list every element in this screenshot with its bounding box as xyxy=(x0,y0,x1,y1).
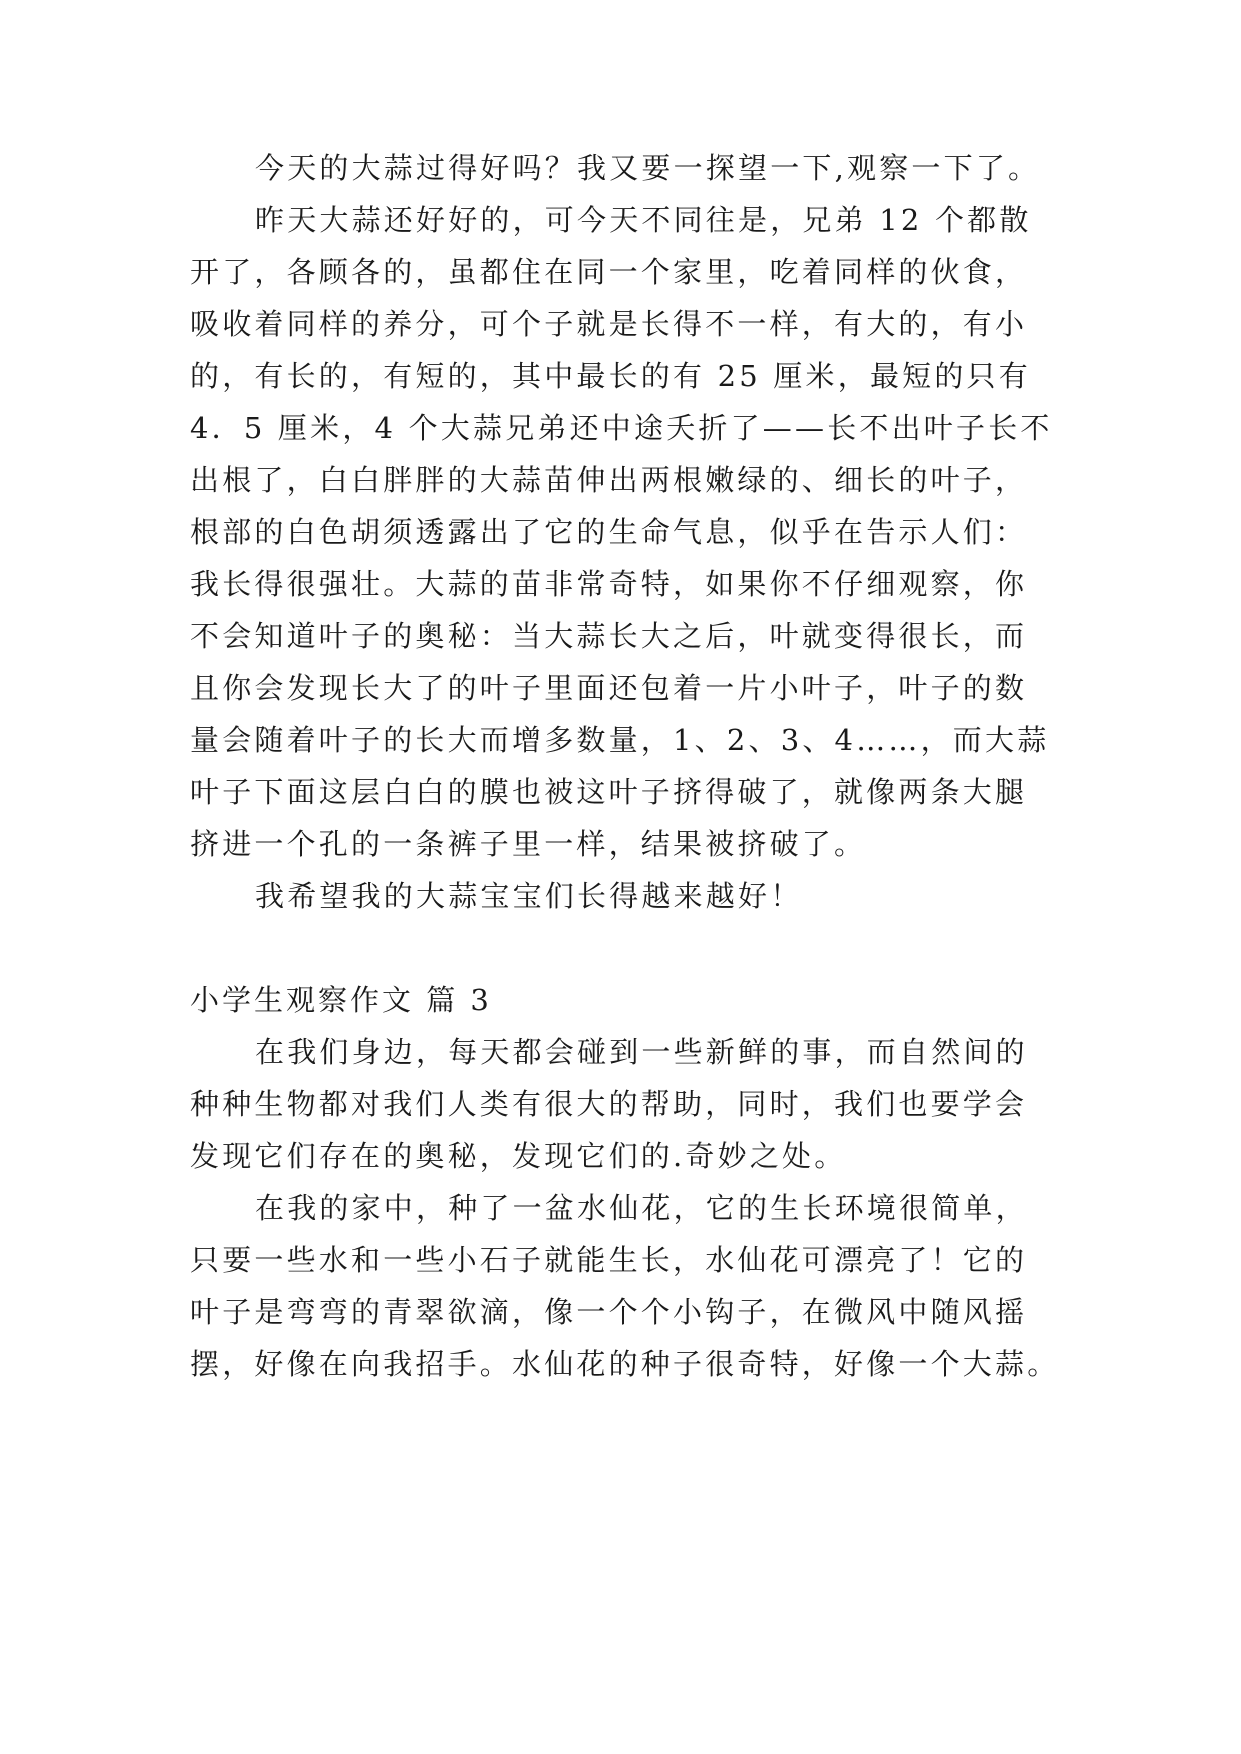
paragraph-line: 量会随着叶子的长大而增多数量，1、2、3、4……，而大蒜 xyxy=(190,723,1050,757)
paragraph-line: 我希望我的大蒜宝宝们长得越来越好！ xyxy=(255,879,803,913)
paragraph-line: 叶子是弯弯的青翠欲滴，像一个个小钩子，在微风中随风摇 xyxy=(190,1295,1028,1329)
paragraph-line: 叶子下面这层白白的膜也被这叶子挤得破了，就像两条大腿 xyxy=(190,775,1028,809)
paragraph-line: 4．5 厘米，4 个大蒜兄弟还中途夭折了——长不出叶子长不 xyxy=(190,411,1053,445)
paragraph-line: 昨天大蒜还好好的，可今天不同往是，兄弟 12 个都散 xyxy=(255,203,1032,237)
paragraph-line: 发现它们存在的奥秘，发现它们的.奇妙之处。 xyxy=(190,1139,847,1173)
paragraph-line: 挤进一个孔的一条裤子里一样，结果被挤破了。 xyxy=(190,827,867,861)
paragraph-line: 在我的家中，种了一盆水仙花，它的生长环境很简单， xyxy=(255,1191,1028,1225)
paragraph-line: 种种生物都对我们人类有很大的帮助，同时，我们也要学会 xyxy=(190,1087,1028,1121)
paragraph-line: 的，有长的，有短的，其中最长的有 25 厘米，最短的只有 xyxy=(190,359,1031,393)
section-heading: 小学生观察作文 篇 3 xyxy=(190,983,492,1017)
paragraph-line: 我长得很强壮。大蒜的苗非常奇特，如果你不仔细观察，你 xyxy=(190,567,1028,601)
paragraph-line: 今天的大蒜过得好吗？我又要一探望一下,观察一下了。 xyxy=(255,151,1041,185)
paragraph-line: 不会知道叶子的奥秘：当大蒜长大之后，叶就变得很长，而 xyxy=(190,619,1028,653)
paragraph-line: 且你会发现长大了的叶子里面还包着一片小叶子，叶子的数 xyxy=(190,671,1028,705)
paragraph-line: 出根了，白白胖胖的大蒜苗伸出两根嫩绿的、细长的叶子， xyxy=(190,463,1028,497)
paragraph-line: 只要一些水和一些小石子就能生长，水仙花可漂亮了！它的 xyxy=(190,1243,1028,1277)
paragraph-line: 吸收着同样的养分，可个子就是长得不一样，有大的，有小 xyxy=(190,307,1028,341)
paragraph-line: 根部的白色胡须透露出了它的生命气息，似乎在告示人们： xyxy=(190,515,1028,549)
paragraph-line: 摆，好像在向我招手。水仙花的种子很奇特，好像一个大蒜。 xyxy=(190,1347,1060,1381)
paragraph-line: 在我们身边，每天都会碰到一些新鲜的事，而自然间的 xyxy=(255,1035,1028,1069)
paragraph-line: 开了，各顾各的，虽都住在同一个家里，吃着同样的伙食， xyxy=(190,255,1028,289)
